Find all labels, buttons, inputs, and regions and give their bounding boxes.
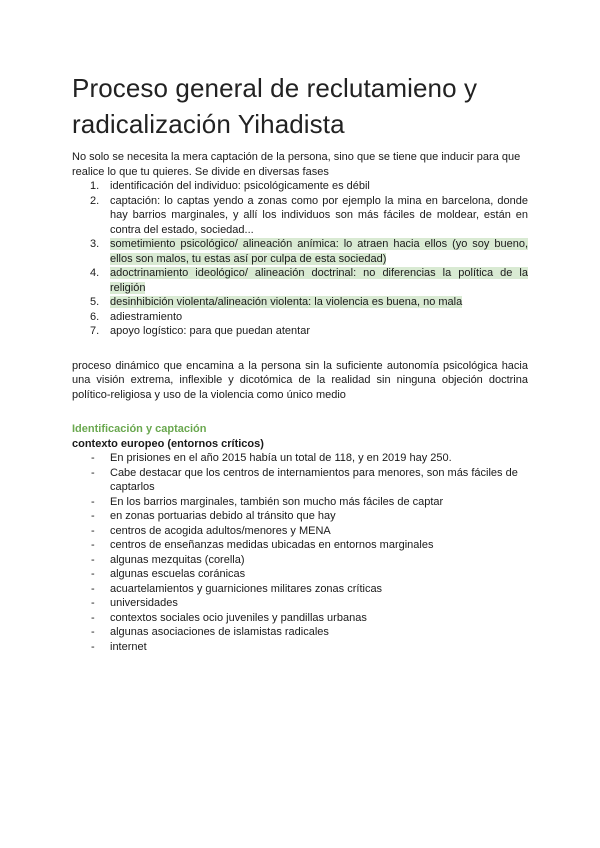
process-paragraph: proceso dinámico que encamina a la persona sin la suficiente autonomía psicológica hacia una visión extrema, inflexible y dicotómica de la realidad sin ninguna objeción doctrina político-religiosa y uso de la violencia como único medio	[72, 359, 528, 401]
list-item	[72, 179, 528, 194]
list-item-text: centros de acogida adultos/menores y MENA	[110, 524, 331, 537]
highlighted-text: sometimiento psicológico/ alineación anímica: lo atraen hacia ellos (yo soy bueno, ellos son malos, tu estas así por culpa de esta sociedad)	[110, 238, 528, 265]
list-item-text: En prisiones en el año 2015 había un total de 118, y en 2019 hay 250.	[110, 452, 452, 464]
list-item	[72, 194, 528, 238]
list-number: 5.	[90, 296, 100, 308]
document-page	[72, 70, 528, 654]
list-item	[72, 295, 528, 310]
list-number: 6.	[90, 310, 100, 323]
list-item	[72, 640, 528, 655]
list-item	[72, 538, 528, 553]
list-item	[72, 596, 528, 611]
list-item-text: algunas asociaciones de islamistas radicales	[110, 626, 329, 638]
contexts-list	[72, 451, 528, 654]
list-item-text: apoyo logístico: para que puedan atentar	[110, 325, 310, 337]
list-item-text: captación: lo captas yendo a zonas como por ejemplo la mina en barcelona, donde hay barrios marginales, y allí los individuos son más fáciles de moldear, están en contra del estado, sociedad...	[110, 194, 528, 236]
list-item	[72, 237, 528, 266]
dash-bullet: -	[91, 510, 95, 522]
list-item	[72, 553, 528, 568]
list-item	[72, 567, 528, 582]
list-item-text: adiestramiento	[110, 310, 183, 323]
page-title: Proceso general de reclutamieno y radicalización Yihadista	[72, 73, 478, 139]
dash-bullet: -	[91, 466, 95, 479]
list-item	[72, 266, 528, 295]
list-item-text: contextos sociales ocio juveniles y pandillas urbanas	[110, 611, 367, 624]
dash-bullet: -	[91, 539, 95, 551]
list-item-text: identificación del individuo: psicológicamente es débil	[110, 180, 370, 192]
list-item	[72, 451, 528, 466]
highlighted-text: adoctrinamiento ideológico/ alineación doctrinal: no diferencias la política de la religión	[110, 267, 528, 294]
list-item	[72, 524, 528, 539]
list-item-text: en zonas portuarias debido al tránsito que hay	[110, 510, 336, 522]
list-item-text: acuartelamientos y guarniciones militares zonas críticas	[110, 582, 383, 595]
dash-bullet: -	[91, 626, 95, 638]
intro-paragraph: No solo se necesita la mera captación de la persona, sino que se tiene que inducir para que realice lo que tu quieres. Se divide en diversas fases	[72, 151, 521, 178]
dash-bullet: -	[91, 640, 95, 653]
list-item	[72, 582, 528, 597]
dash-bullet: -	[91, 568, 95, 580]
dash-bullet: -	[91, 495, 95, 508]
dash-bullet: -	[91, 553, 95, 566]
list-item	[72, 509, 528, 524]
list-number: 4.	[90, 267, 100, 279]
list-item-text: algunas escuelas coránicas	[110, 568, 246, 580]
list-item	[72, 495, 528, 510]
list-number: 1.	[90, 180, 100, 192]
list-item-text: centros de enseñanzas medidas ubicadas en entornos marginales	[110, 539, 434, 551]
list-item	[72, 324, 528, 339]
list-item	[72, 310, 528, 325]
list-item	[72, 466, 528, 495]
section-heading: Identificación y captación	[72, 423, 207, 435]
dash-bullet: -	[91, 597, 95, 609]
list-item-text: Cabe destacar que los centros de internamientos para menores, son más fáciles de captarlos	[110, 466, 518, 493]
phases-list	[72, 179, 528, 339]
list-item-text: universidades	[110, 597, 178, 609]
list-item-text: En los barrios marginales, también son mucho más fáciles de captar	[110, 495, 444, 508]
subheading: contexto europeo (entornos críticos)	[72, 437, 264, 450]
list-item	[72, 625, 528, 640]
list-number: 7.	[90, 325, 100, 337]
list-item-text: internet	[110, 640, 147, 653]
dash-bullet: -	[91, 611, 95, 624]
list-item-text: algunas mezquitas (corella)	[110, 553, 245, 566]
list-number: 2.	[90, 194, 100, 207]
list-item	[72, 611, 528, 626]
dash-bullet: -	[91, 524, 95, 537]
list-number: 3.	[90, 238, 100, 250]
dash-bullet: -	[91, 452, 95, 464]
highlighted-text: desinhibición violenta/alineación violenta: la violencia es buena, no mala	[110, 296, 463, 308]
dash-bullet: -	[91, 582, 95, 595]
